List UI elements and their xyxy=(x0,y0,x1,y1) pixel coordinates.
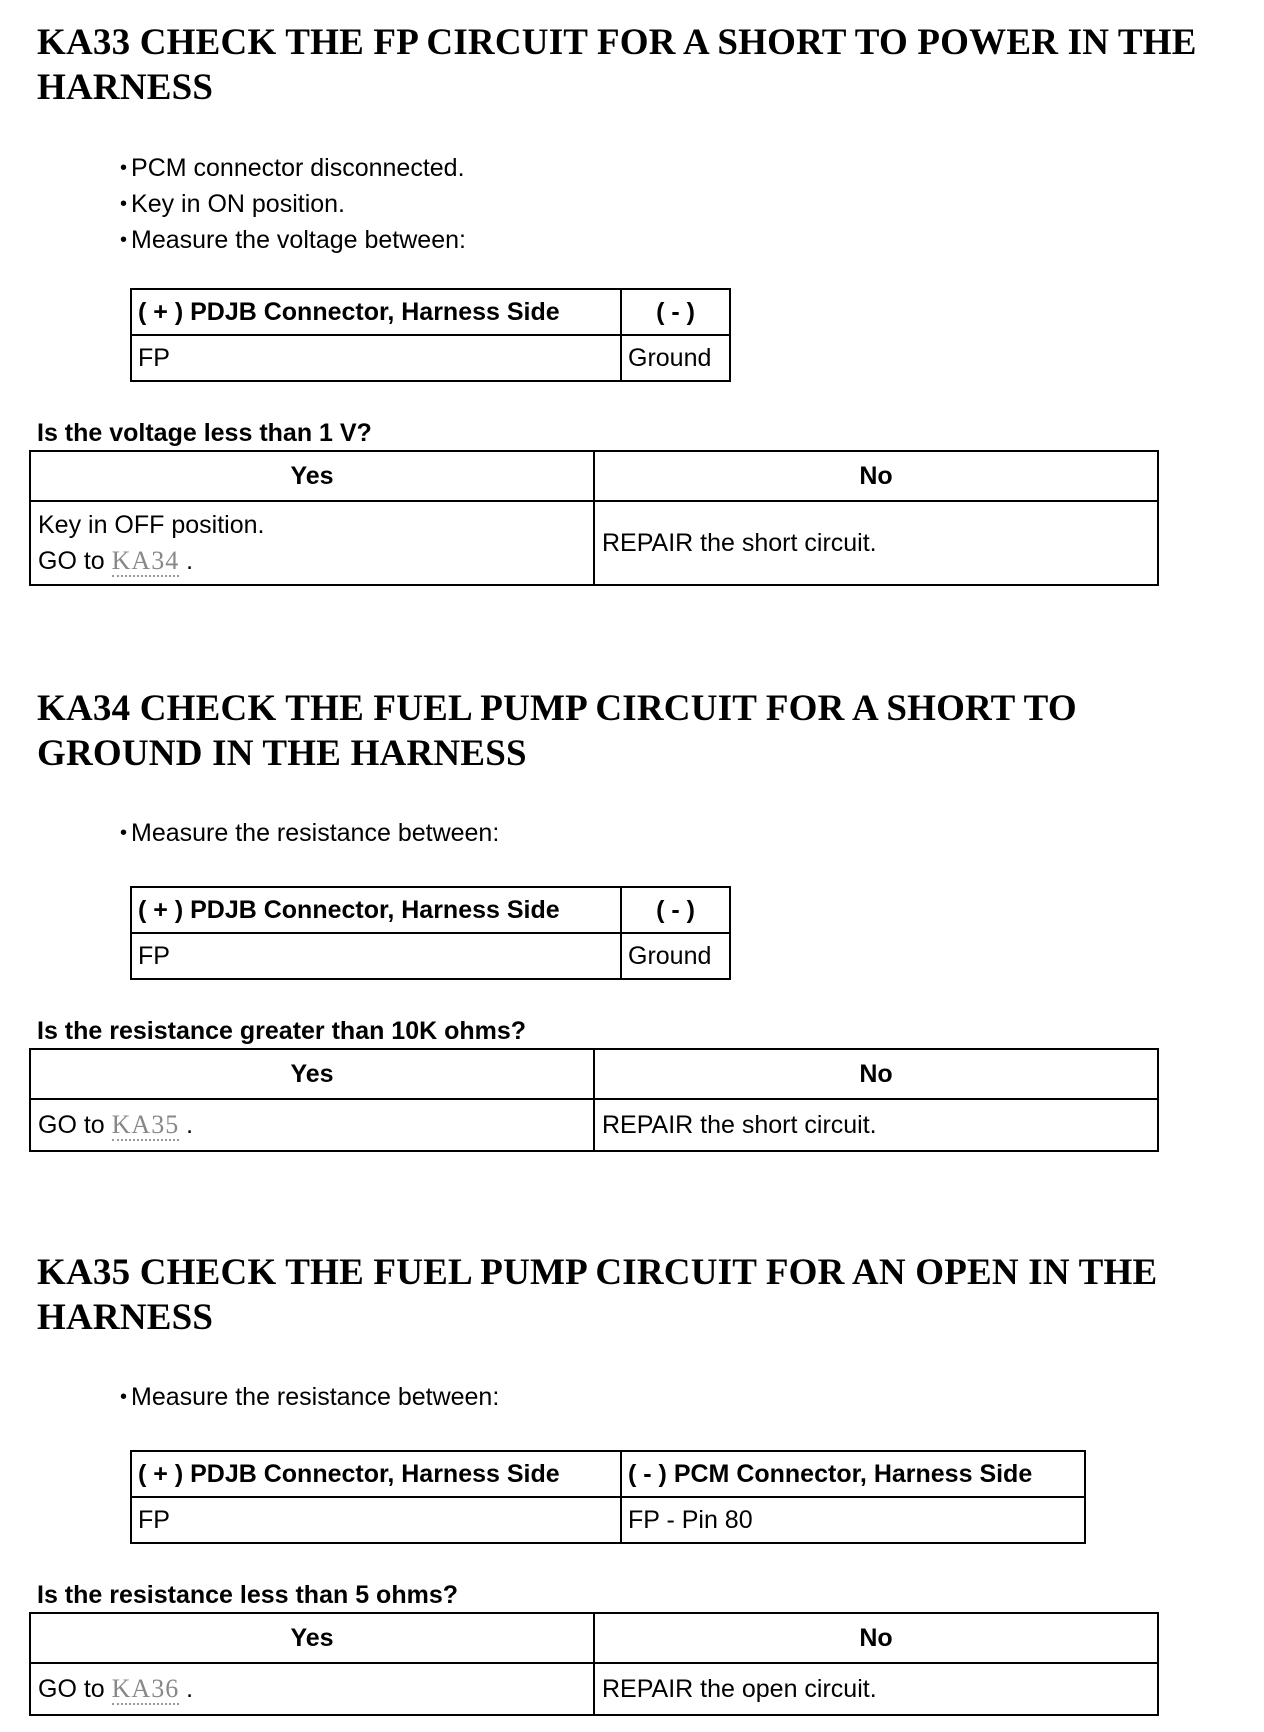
instruction-item: • Measure the resistance between: xyxy=(120,816,499,852)
measurement-val-positive: FP xyxy=(131,933,621,979)
yes-header: Yes xyxy=(30,1613,594,1663)
no-header: No xyxy=(594,1613,1158,1663)
measurement-table-ka33 xyxy=(130,288,731,382)
goto-suffix: . xyxy=(186,1111,194,1139)
measurement-col-positive: ( + ) PDJB Connector, Harness Side xyxy=(131,1451,621,1497)
instruction-item: • PCM connector disconnected. xyxy=(120,151,466,187)
measurement-table-ka35 xyxy=(130,1450,1086,1544)
result-table-ka34 xyxy=(29,1048,1159,1152)
goto-link-ka34[interactable]: KA34 xyxy=(111,546,180,575)
instruction-list-ka34 xyxy=(120,816,499,852)
yes-header: Yes xyxy=(30,1049,594,1099)
yes-cell xyxy=(30,501,594,585)
measurement-col-negative: ( - ) PCM Connector, Harness Side xyxy=(621,1451,1085,1497)
step-title-ka33: KA33 CHECK THE FP CIRCUIT FOR A SHORT TO POWER IN THE HARNESS xyxy=(37,22,1197,108)
no-cell: REPAIR the short circuit. xyxy=(594,1099,1158,1151)
instruction-item: • Measure the resistance between: xyxy=(120,1380,499,1416)
measurement-val-negative: Ground xyxy=(621,933,730,979)
measurement-val-negative: Ground xyxy=(621,335,730,381)
goto-prefix: GO to xyxy=(38,1111,105,1139)
yes-cell xyxy=(30,1099,594,1151)
step-title-ka35: KA35 CHECK THE FUEL PUMP CIRCUIT FOR AN OPEN IN THE HARNESS xyxy=(37,1252,1158,1338)
no-cell: REPAIR the short circuit. xyxy=(594,501,1158,585)
goto-suffix: . xyxy=(186,547,194,575)
yes-cell xyxy=(30,1663,594,1715)
measurement-val-positive: FP xyxy=(131,335,621,381)
instruction-item: • Measure the voltage between: xyxy=(120,223,466,259)
measurement-col-negative: ( - ) xyxy=(621,887,730,933)
no-header: No xyxy=(594,451,1158,501)
measurement-col-positive: ( + ) PDJB Connector, Harness Side xyxy=(131,289,621,335)
yes-header: Yes xyxy=(30,451,594,501)
instruction-item: • Key in ON position. xyxy=(120,187,466,223)
result-table-ka33 xyxy=(29,450,1159,586)
goto-link-ka35[interactable]: KA35 xyxy=(111,1110,180,1139)
step-title-ka34: KA34 CHECK THE FUEL PUMP CIRCUIT FOR A SHORT TO GROUND IN THE HARNESS xyxy=(37,688,1077,774)
no-header: No xyxy=(594,1049,1158,1099)
goto-suffix: . xyxy=(186,1675,194,1703)
measurement-val-positive: FP xyxy=(131,1497,621,1543)
question-ka34: Is the resistance greater than 10K ohms? xyxy=(37,1017,527,1045)
measurement-col-positive: ( + ) PDJB Connector, Harness Side xyxy=(131,887,621,933)
question-ka33: Is the voltage less than 1 V? xyxy=(37,419,372,447)
goto-prefix: GO to xyxy=(38,547,105,575)
question-ka35: Is the resistance less than 5 ohms? xyxy=(37,1581,458,1609)
instruction-list-ka33 xyxy=(120,151,466,259)
goto-link-ka36[interactable]: KA36 xyxy=(111,1674,180,1703)
no-cell: REPAIR the open circuit. xyxy=(594,1663,1158,1715)
yes-line: Key in OFF position. xyxy=(38,511,265,539)
measurement-table-ka34 xyxy=(130,886,731,980)
measurement-col-negative: ( - ) xyxy=(621,289,730,335)
instruction-list-ka35 xyxy=(120,1380,499,1416)
measurement-val-negative: FP - Pin 80 xyxy=(621,1497,1085,1543)
result-table-ka35 xyxy=(29,1612,1159,1716)
goto-prefix: GO to xyxy=(38,1675,105,1703)
